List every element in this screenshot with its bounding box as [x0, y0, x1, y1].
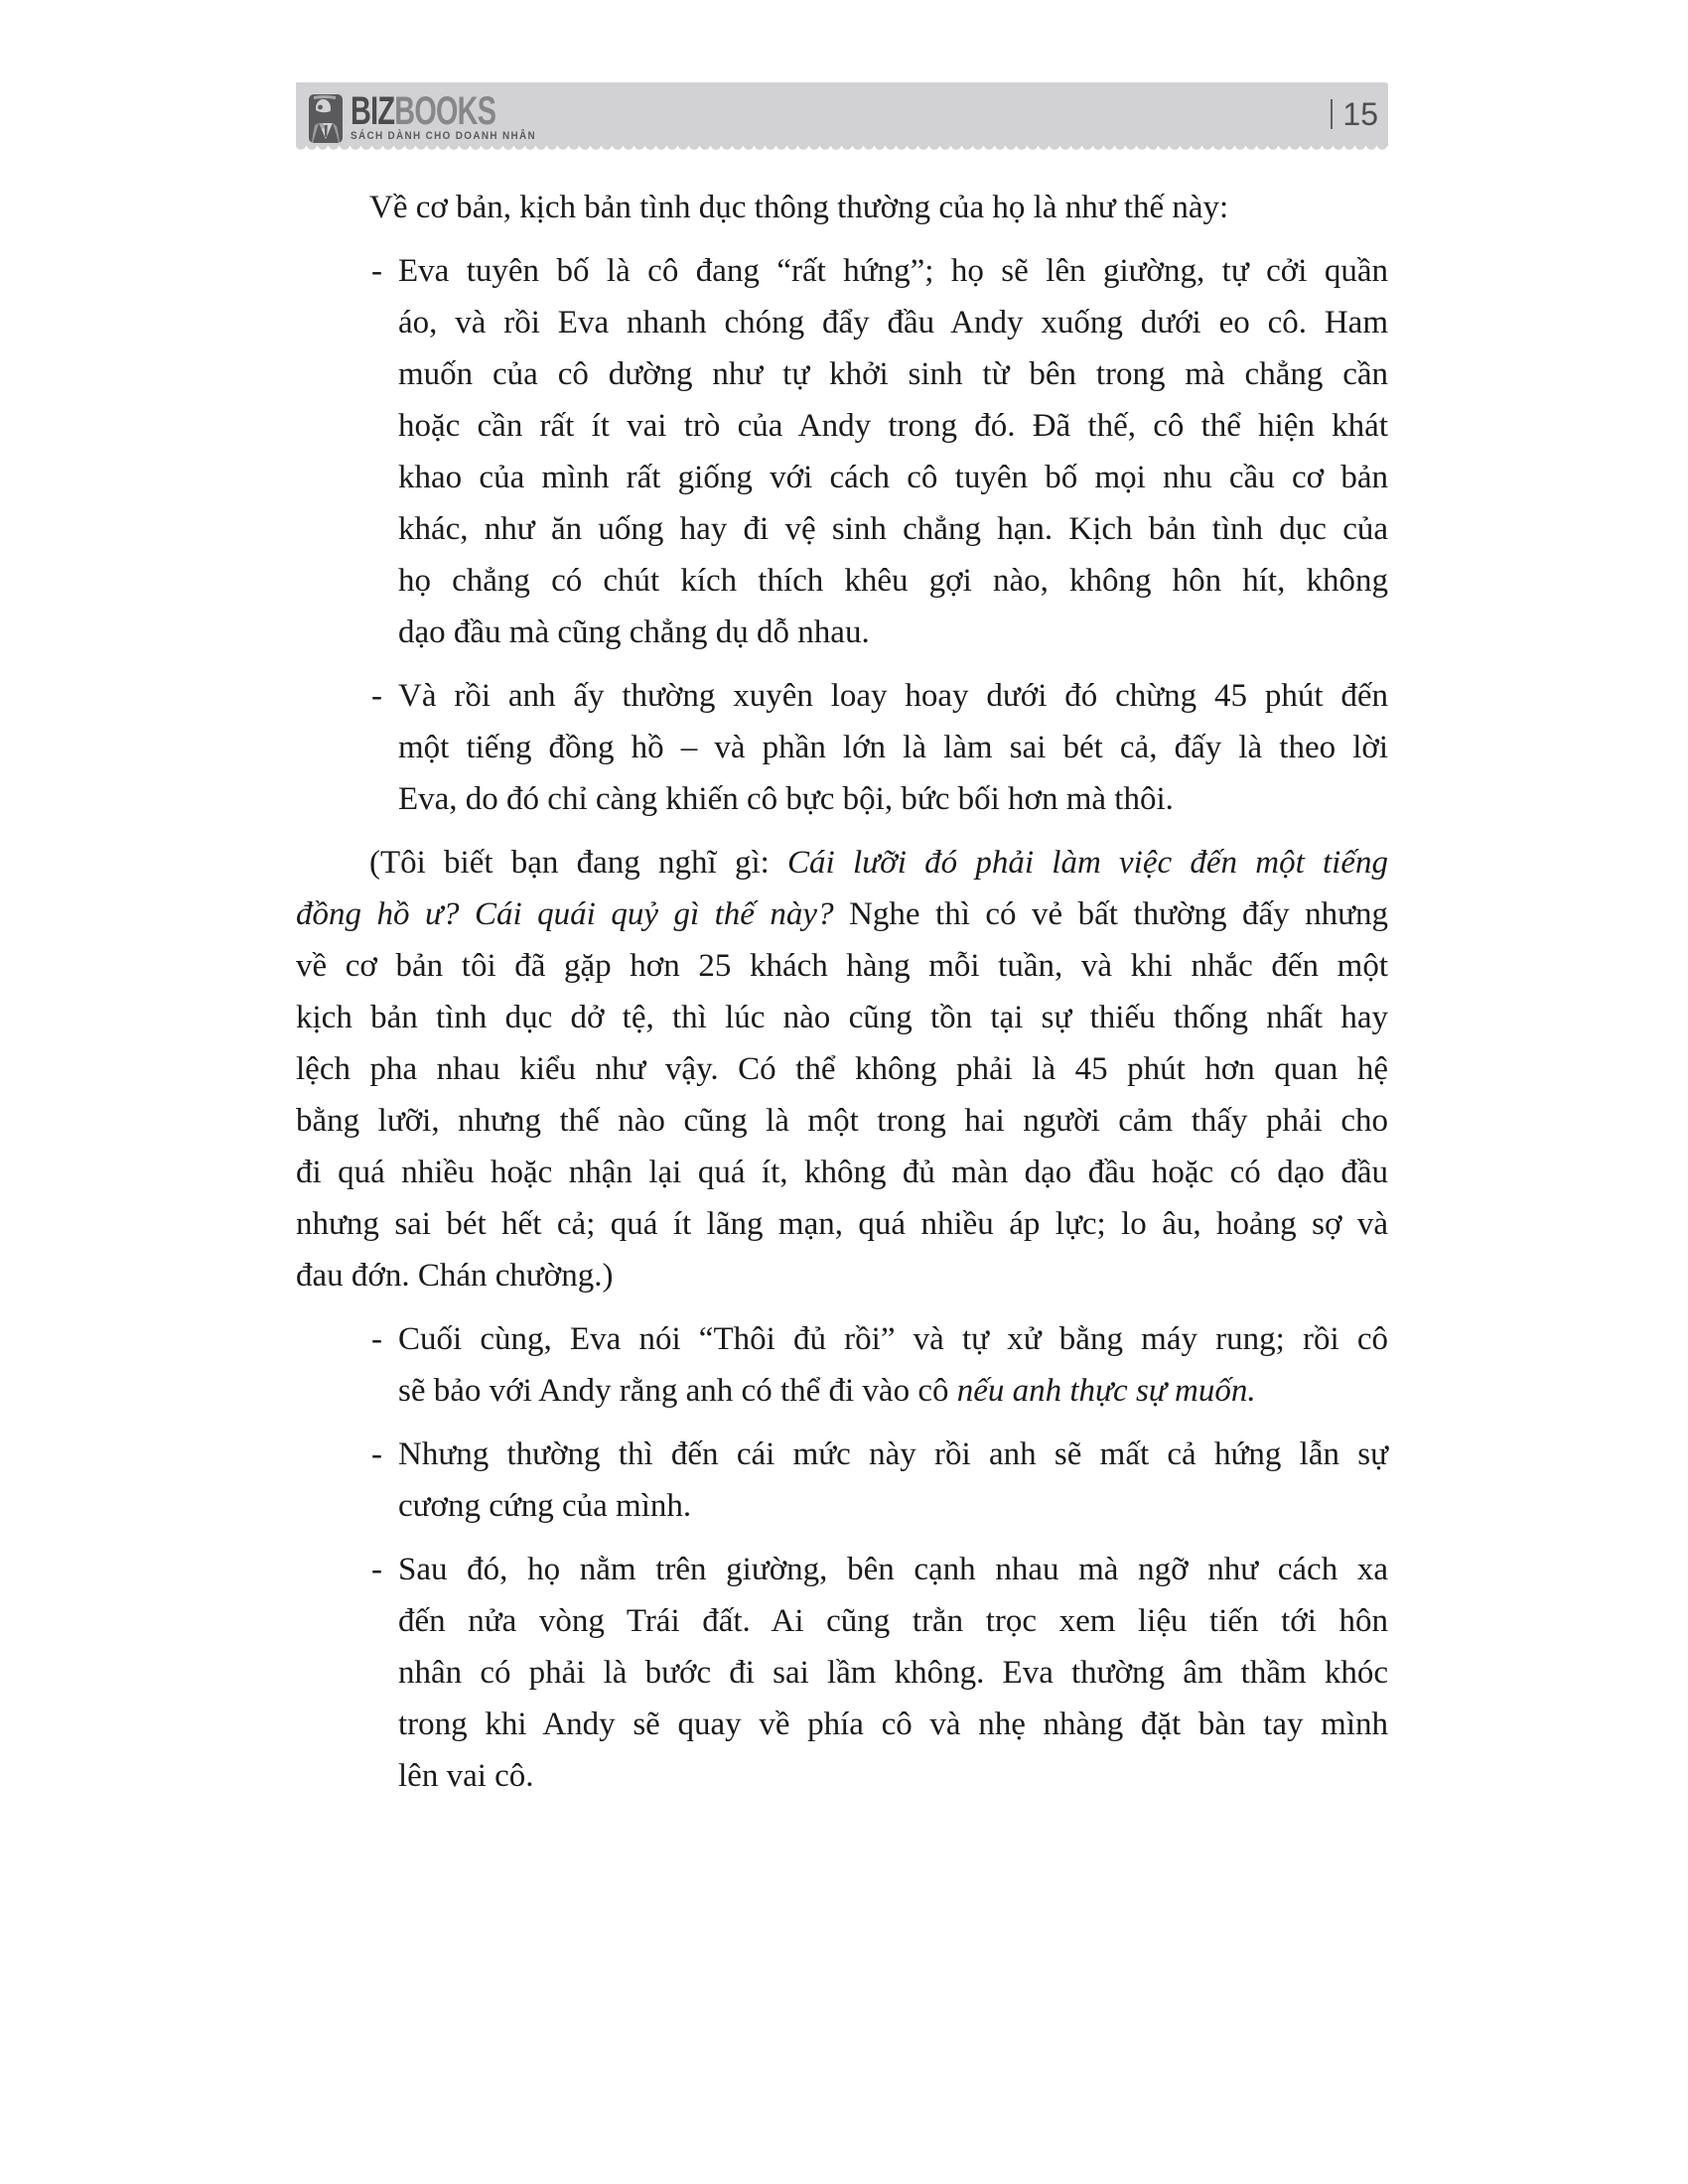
text-line [398, 555, 1388, 607]
bullet-item [296, 670, 1388, 825]
text-line [296, 1198, 1388, 1250]
page-header [296, 82, 1388, 146]
text-line [296, 1095, 1388, 1147]
text-segment: về cơ bản tôi đã gặp hơn 25 khách hàng mỗi tuần, và khi nhắc đến một [296, 948, 1388, 984]
bullet-dash: - [371, 1321, 382, 1357]
text-line [398, 297, 1388, 348]
header-scallop-edge [296, 146, 1388, 153]
text-line [398, 1480, 1388, 1532]
text-line [398, 1365, 1388, 1417]
text-segment: họ chẳng có chút kích thích khêu gợi nào, không hôn hít, không [398, 563, 1388, 599]
text-line [296, 182, 1388, 233]
text-line [398, 722, 1388, 773]
text-segment: hoặc cần rất ít vai trò của Andy trong đó. Đã thế, cô thể hiện khát [398, 408, 1388, 444]
text-segment: đi quá nhiều hoặc nhận lại quá ít, không đủ màn dạo đầu hoặc có dạo đầu [296, 1155, 1388, 1190]
businessman-portrait-icon [309, 94, 343, 143]
text-line [296, 1250, 1388, 1301]
text-segment: khao của mình rất giống với cách cô tuyên bố mọi nhu cầu cơ bản [398, 460, 1388, 495]
text-segment: nhân có phải là bước đi sai lầm không. Eva thường âm thầm khóc [398, 1655, 1388, 1691]
text-line [398, 400, 1388, 452]
text-segment: khác, như ăn uống hay đi vệ sinh chẳng hạn. Kịch bản tình dục của [398, 511, 1388, 547]
text-segment: cương cứng của mình. [398, 1488, 692, 1524]
brand-wordmark [351, 89, 499, 133]
brand-text [351, 89, 557, 142]
text-segment: Nhưng thường thì đến cái mức này rồi anh sẽ mất cả hứng lẫn sự [398, 1436, 1388, 1472]
text-line [296, 837, 1388, 888]
text-segment: nhưng sai bét hết cả; quá ít lãng mạn, quá nhiều áp lực; lo âu, hoảng sợ và [296, 1206, 1388, 1242]
text-segment: trong khi Andy sẽ quay về phía cô và nhẹ nhàng đặt bàn tay mình [398, 1706, 1388, 1742]
text-line [398, 1544, 1388, 1595]
italic-text: đồng hồ ư? Cái quái quỷ gì thế này? [296, 896, 834, 932]
text-segment: sẽ bảo với Andy rằng anh có thể đi vào cô [398, 1373, 957, 1409]
text-line [398, 607, 1388, 658]
text-segment: kịch bản tình dục dở tệ, thì lúc nào cũng tồn tại sự thiếu thống nhất hay [296, 1000, 1388, 1035]
text-line [398, 1595, 1388, 1647]
page-number [1331, 82, 1378, 146]
text-line [398, 670, 1388, 722]
text-segment: Sau đó, họ nằm trên giường, bên cạnh nhau mà ngỡ như cách xa [398, 1552, 1388, 1587]
text-segment: muốn của cô dường như tự khởi sinh từ bên trong mà chẳng cần [398, 356, 1388, 392]
text-segment: Cuối cùng, Eva nói “Thôi đủ rồi” và tự xử bằng máy rung; rồi cô [398, 1321, 1388, 1357]
brand-wordmark-books: BOOKS [394, 89, 496, 133]
text-line [296, 1147, 1388, 1198]
paragraph [296, 182, 1388, 233]
text-segment: đau đớn. Chán chường.) [296, 1258, 614, 1294]
text-line [398, 1313, 1388, 1365]
text-segment: Eva, do đó chỉ càng khiến cô bực bội, bức bối hơn mà thôi. [398, 781, 1174, 817]
text-line [296, 992, 1388, 1043]
text-line [398, 245, 1388, 297]
text-segment: lệch pha nhau kiểu như vậy. Có thể không phải là 45 phút hơn quan hệ [296, 1051, 1388, 1087]
text-segment: dạo đầu mà cũng chẳng dụ dỗ nhau. [398, 614, 870, 650]
brand-tagline: SÁCH DÀNH CHO DOANH NHÂN [351, 130, 536, 142]
text-line [398, 1699, 1388, 1750]
paragraph [296, 837, 1388, 1301]
italic-text: Cái lưỡi đó phải làm việc đến một tiếng [787, 845, 1388, 881]
text-line [398, 452, 1388, 503]
page-content [296, 182, 1388, 1802]
text-segment: Nghe thì có vẻ bất thường đấy nhưng [833, 896, 1388, 932]
text-segment: Về cơ bản, kịch bản tình dục thông thường của họ là như thế này: [369, 190, 1229, 225]
text-segment: một tiếng đồng hồ – và phần lớn là làm sai bét cả, đấy là theo lời [398, 730, 1388, 765]
text-segment: (Tôi biết bạn đang nghĩ gì: [369, 845, 788, 881]
text-segment: lên vai cô. [398, 1758, 534, 1794]
text-line [398, 1647, 1388, 1699]
publisher-brand [309, 89, 557, 143]
bullet-dash: - [371, 253, 382, 289]
text-line [296, 1043, 1388, 1095]
text-line [398, 773, 1388, 825]
text-line [296, 888, 1388, 940]
bullet-dash: - [371, 678, 382, 714]
bullet-item [296, 245, 1388, 658]
text-line [398, 1750, 1388, 1802]
text-line [398, 503, 1388, 555]
text-line [398, 348, 1388, 400]
text-segment: bằng lưỡi, nhưng thế nào cũng là một trong hai người cảm thấy phải cho [296, 1103, 1388, 1139]
page-number-divider [1331, 99, 1333, 129]
page-number-value: 15 [1342, 95, 1378, 132]
bullet-item [296, 1313, 1388, 1417]
bullet-item [296, 1544, 1388, 1802]
text-segment: đến nửa vòng Trái đất. Ai cũng trằn trọc xem liệu tiến tới hôn [398, 1603, 1388, 1639]
text-line [398, 1429, 1388, 1480]
text-segment: áo, và rồi Eva nhanh chóng đẩy đầu Andy xuống dưới eo cô. Ham [398, 305, 1388, 341]
text-line [296, 940, 1388, 992]
bullet-dash: - [371, 1436, 382, 1472]
bullet-item [296, 1429, 1388, 1532]
text-segment: Và rồi anh ấy thường xuyên loay hoay dưới đó chừng 45 phút đến [398, 678, 1388, 714]
italic-text: nếu anh thực sự muốn. [956, 1373, 1256, 1409]
brand-wordmark-biz: BIZ [351, 89, 395, 133]
text-segment: Eva tuyên bố là cô đang “rất hứng”; họ sẽ lên giường, tự cởi quần [398, 253, 1388, 289]
bullet-dash: - [371, 1552, 382, 1587]
